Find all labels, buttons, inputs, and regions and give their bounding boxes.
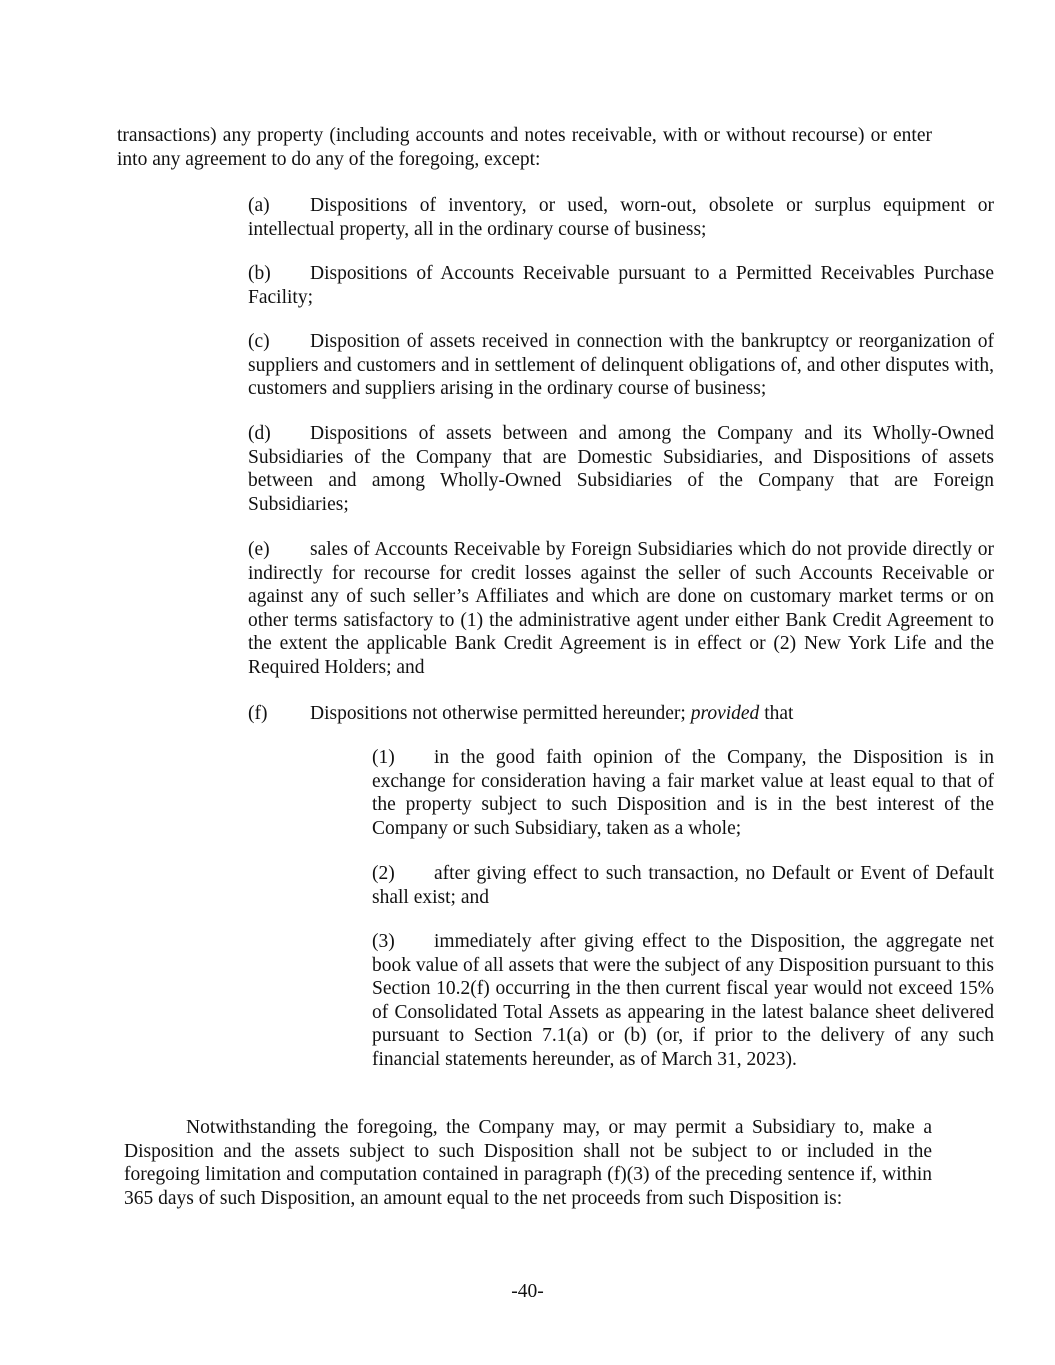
- subclause-1-label: (1): [372, 747, 395, 768]
- clause-a: [186, 194, 994, 241]
- intro-paragraph: transactions) any property (including accounts and notes receivable, with or without recourse) or enter into any agreement to do any of the foregoing, except:: [117, 125, 932, 170]
- subclause-1-text: in the good faith opinion of the Company, the Disposition is in exchange for consideration having a fair market value at least equal to that of the property subject to such Disposition and is in the best interest of the Company or such Subsidiary, taken as a whole;: [372, 747, 994, 839]
- clause-b: [186, 262, 994, 309]
- closing-paragraph: Notwithstanding the foregoing, the Company may, or may permit a Subsidiary to, make a Disposition and the assets subject to such Disposition shall not be subject to or included in the foregoing limitation and computation contained in paragraph (f)(3) of the preceding sentence if, within 365 days of such Disposition, an amount equal to the net proceeds from such Disposition is:: [124, 1117, 932, 1209]
- clause-e-label: (e): [248, 539, 270, 560]
- clause-a-label: (a): [248, 195, 270, 216]
- subclause-3: [310, 930, 994, 1071]
- clause-d: [186, 422, 994, 516]
- clause-e: [186, 538, 994, 679]
- clause-e-text: sales of Accounts Receivable by Foreign Subsidiaries which do not provide directly or indirectly for recourse for credit losses against the seller of such Accounts Receivable or against any of such seller’s Affiliates and which are done on customary market terms or on other terms satisfactory to (1) the administrative agent under either Bank Credit Agreement to the extent the applicable Bank Credit Agreement is in effect or (2) New York Life and the Required Holders; and: [248, 539, 994, 678]
- clause-f-italic: provided: [690, 703, 760, 724]
- clause-f-text-after: that: [759, 703, 794, 724]
- clause-f: [186, 702, 994, 726]
- subclause-3-label: (3): [372, 931, 395, 952]
- clause-c: [186, 330, 994, 401]
- clause-f-text-before: Dispositions not otherwise permitted hereunder;: [310, 703, 691, 724]
- clause-a-text: Dispositions of inventory, or used, worn-out, obsolete or surplus equipment or intellectual property, all in the ordinary course of business;: [248, 195, 994, 240]
- clause-c-text: Disposition of assets received in connection with the bankruptcy or reorganization of suppliers and customers and in settlement of delinquent obligations of, and other disputes with, customers and suppliers arising in the ordinary course of business;: [248, 331, 994, 399]
- subclause-1: [310, 746, 994, 840]
- page-number: -40-: [511, 1281, 544, 1302]
- clause-b-label: (b): [248, 263, 271, 284]
- clause-d-label: (d): [248, 423, 271, 444]
- subclause-3-text: immediately after giving effect to the Disposition, the aggregate net book value of all assets that were the subject of any Disposition pursuant to this Section 10.2(f) occurring in the then current fiscal year would not exceed 15% of Consolidated Total Assets as appearing in the latest balance sheet delivered pursuant to Section 7.1(a) or (b) (or, if prior to the delivery of any such financial statements hereunder, as of March 31, 2023).: [372, 931, 994, 1070]
- subclause-2: [310, 862, 994, 909]
- clause-d-text: Dispositions of assets between and among the Company and its Wholly-Owned Subsidiaries of the Company that are Domestic Subsidiaries, and Dispositions of assets between and among Wholly-Owned Subsidiaries of the Company that are Foreign Subsidiaries;: [248, 423, 994, 515]
- clause-f-label: (f): [248, 703, 268, 724]
- clause-b-text: Dispositions of Accounts Receivable pursuant to a Permitted Receivables Purchase Facility;: [248, 263, 994, 308]
- subclause-2-label: (2): [372, 863, 395, 884]
- subclause-2-text: after giving effect to such transaction, no Default or Event of Default shall exist; and: [372, 863, 994, 908]
- clause-c-label: (c): [248, 331, 270, 352]
